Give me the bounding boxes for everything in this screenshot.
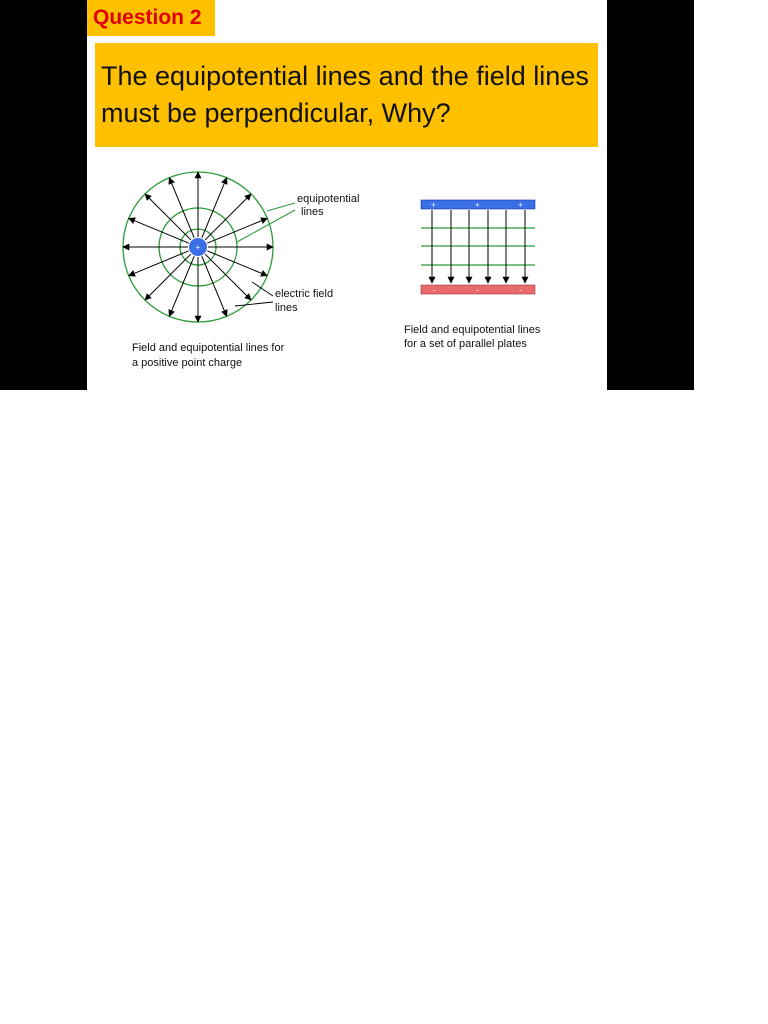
plate-sign-positive-2: + xyxy=(475,200,480,210)
equipotential-lines-plates xyxy=(421,228,535,265)
field-line-15 xyxy=(205,194,251,240)
field-line-pointer-2 xyxy=(235,302,273,306)
field-label-line2: lines xyxy=(275,302,298,314)
point-charge-caption-line1: Field and equipotential lines for xyxy=(132,342,285,354)
field-line-3 xyxy=(205,254,251,300)
field-line-6 xyxy=(169,256,194,316)
point-charge-caption-line2: a positive point charge xyxy=(132,357,243,369)
plate-sign-positive-1: + xyxy=(431,200,436,210)
field-line-8 xyxy=(129,251,189,276)
plate-sign-negative-2: - xyxy=(476,285,479,295)
equipotential-pointer-1 xyxy=(267,203,295,211)
charge-sign: + xyxy=(195,243,201,252)
equipotential-label-line2: lines xyxy=(301,206,324,218)
plates-caption-line2: for a set of parallel plates xyxy=(404,338,527,350)
slide-frame xyxy=(0,0,694,390)
question-label: Question 2 xyxy=(87,0,215,36)
point-charge-diagram xyxy=(123,172,359,369)
plate-sign-positive-3: + xyxy=(518,200,523,210)
field-line-14 xyxy=(202,178,227,238)
field-label-line1: electric field xyxy=(275,288,334,300)
field-line-2 xyxy=(207,251,267,276)
equipotential-label-line1: equipotential xyxy=(297,193,360,205)
plate-sign-negative-1: - xyxy=(433,285,436,295)
question-text: The equipotential lines and the field lines must be perpendicular, Why? xyxy=(95,43,598,147)
slide xyxy=(87,0,607,390)
plates-caption-line1: Field and equipotential lines xyxy=(404,324,541,336)
field-line-11 xyxy=(145,194,191,240)
field-line-4 xyxy=(202,256,227,316)
physics-diagram xyxy=(87,0,607,390)
field-line-12 xyxy=(169,178,194,238)
parallel-plates-diagram xyxy=(404,200,541,350)
field-line-7 xyxy=(145,254,191,300)
plate-sign-negative-3: - xyxy=(519,285,522,295)
field-line-10 xyxy=(129,218,189,243)
